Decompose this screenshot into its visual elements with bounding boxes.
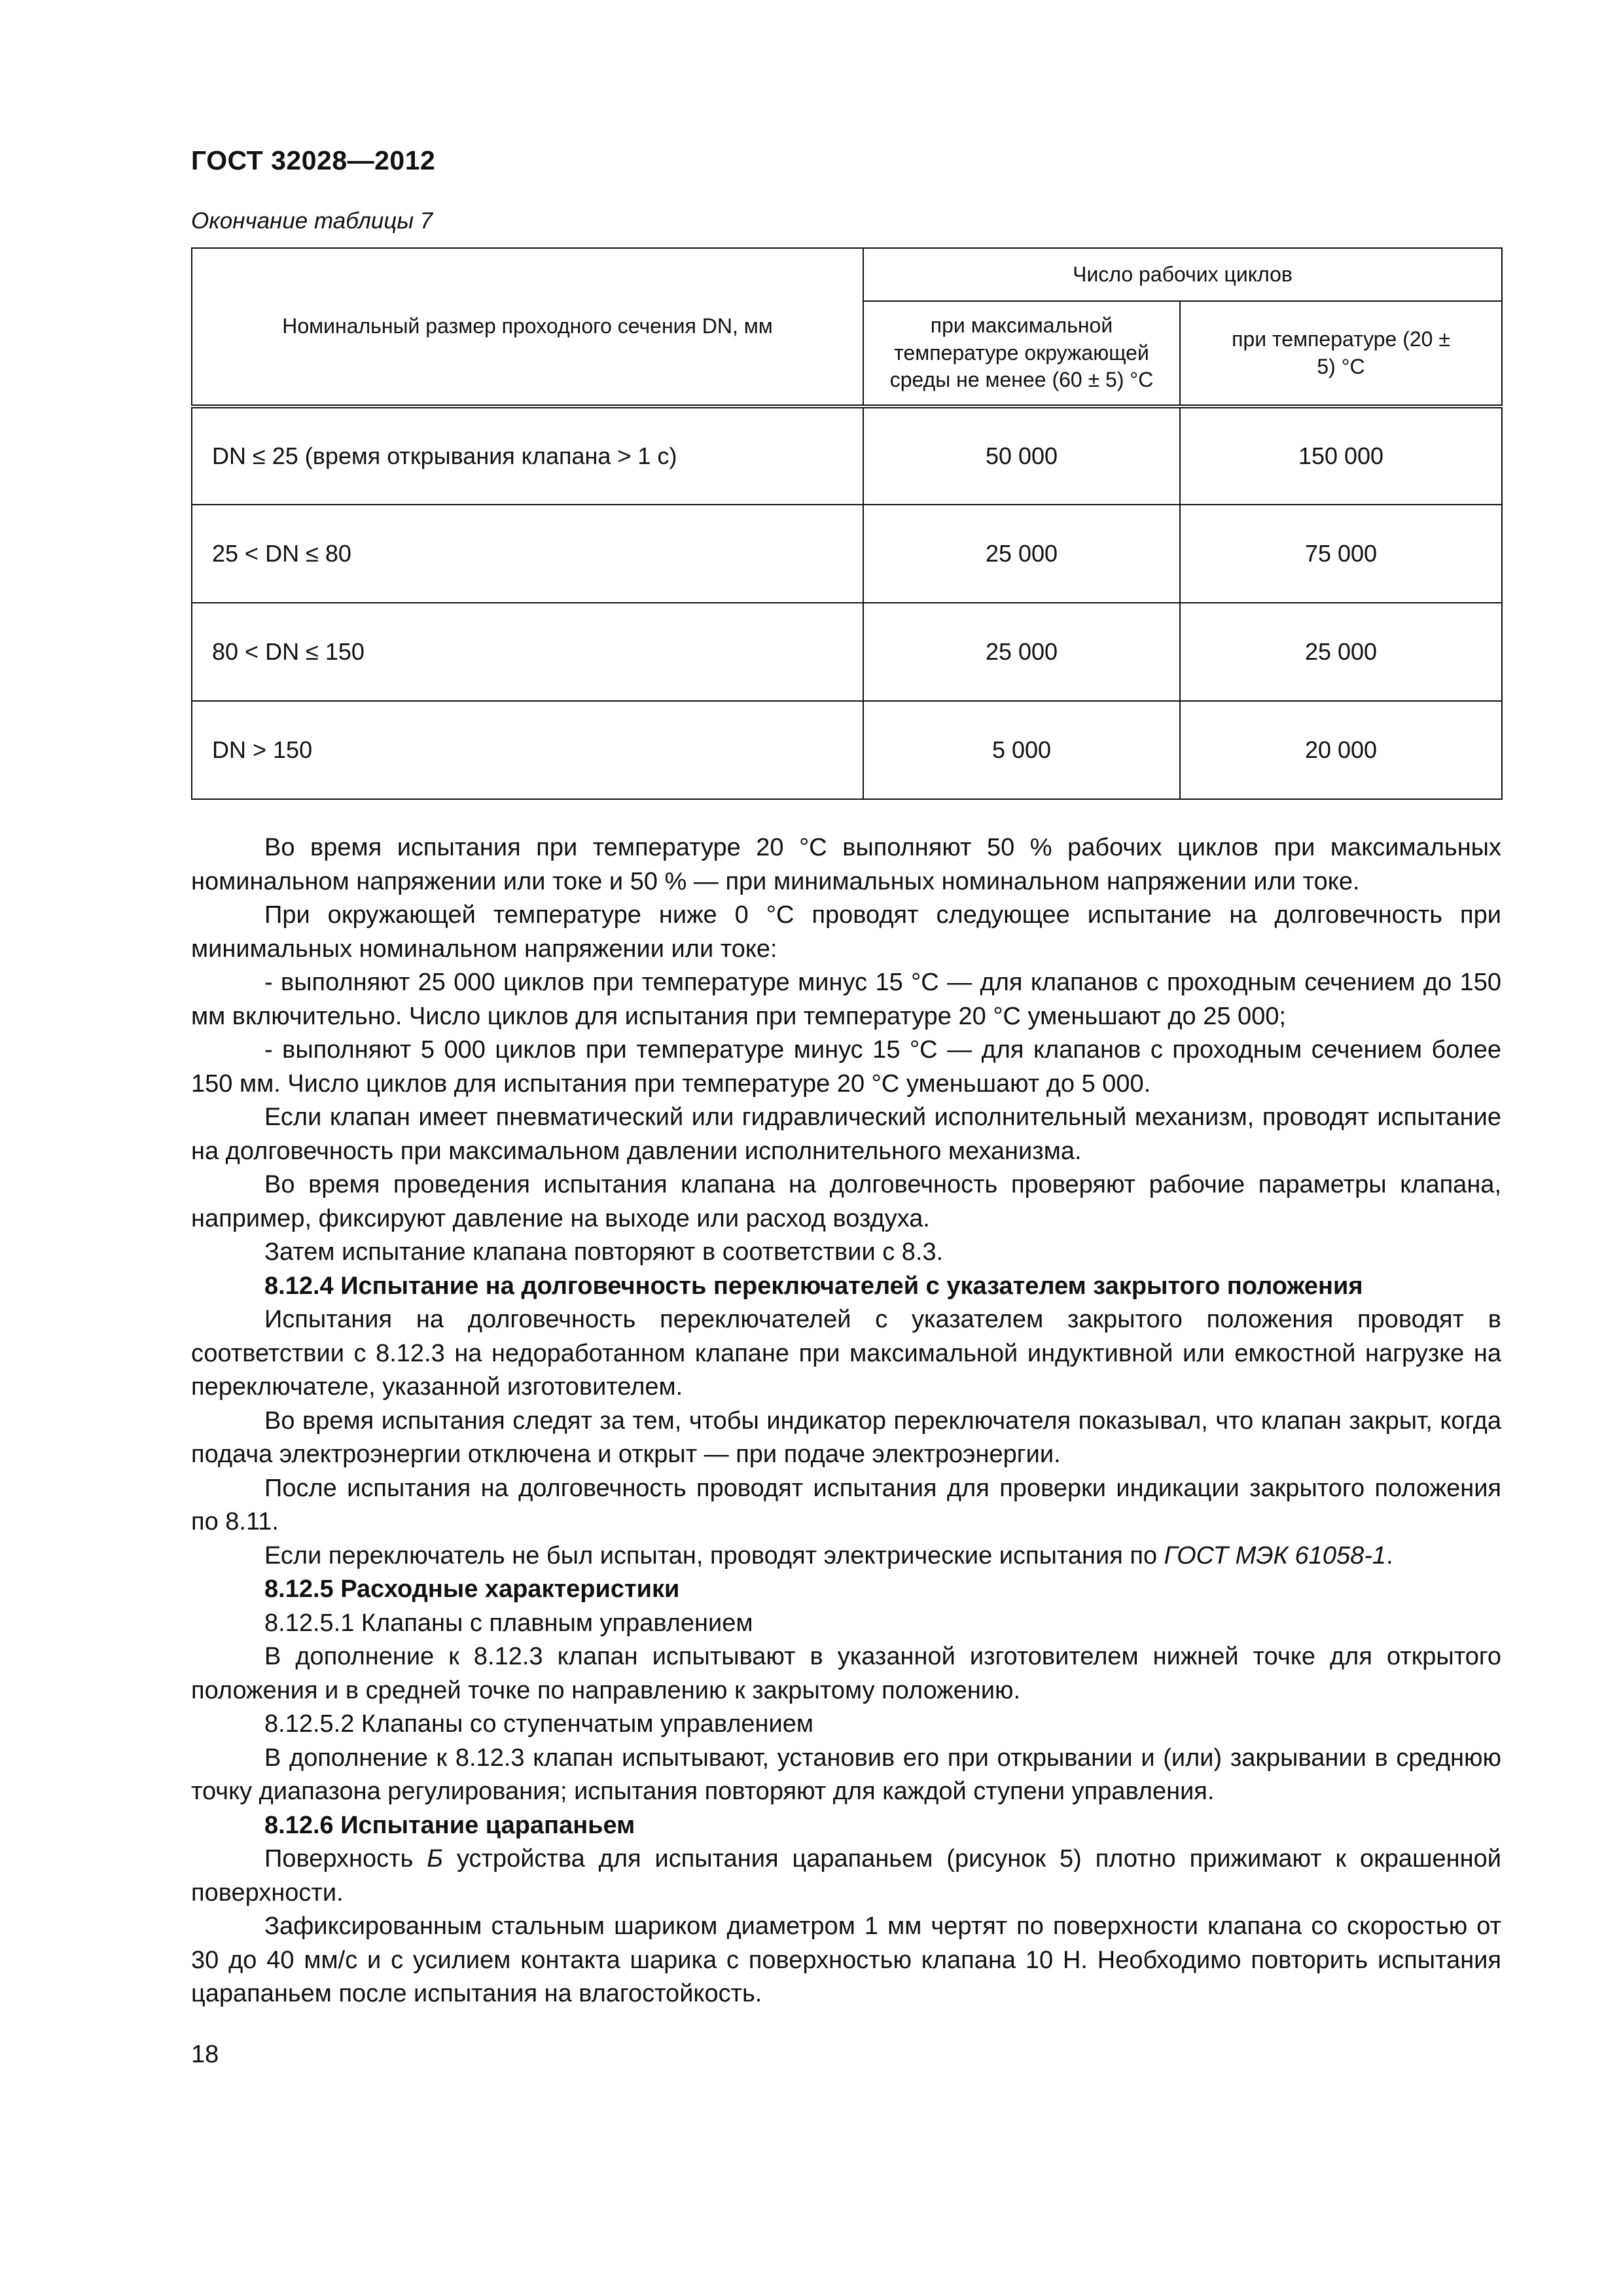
paragraph: В дополнение к 8.12.3 клапан испытывают, установив его при открывании и (или) закрывании в среднюю точку диапазона регулирования; испытания повторяют для каждой ступени управления. [191,1744,1501,1805]
paragraph-text: Если переключатель не был испытан, проводят электрические испытания по [264,1541,1164,1570]
cycles-table [191,247,1503,800]
header-room-temp: при температуре (20 ± 5) °С [1180,301,1502,406]
cell-dn: DN > 150 [192,701,863,799]
subsection-heading: 8.12.5.1 Клапаны с плавным управлением [264,1609,753,1637]
standard-reference: ГОСТ МЭК 61058-1 [1164,1541,1387,1570]
paragraph-text: устройства для испытания царапаньем (рисунок 5) плотно прижимают к окрашенной поверхности. [191,1845,1501,1907]
subsection-heading: 8.12.5.2 Клапаны со ступенчатым управлением [264,1710,813,1738]
paragraph: Затем испытание клапана повторяют в соответствии с 8.3. [264,1238,944,1266]
paragraph: Во время испытания при температуре 20 °С выполняют 50 % рабочих циклов при максимальных номинальном напряжении или токе и 50 % — при минимальных номинальном напряжении или токе. [191,834,1501,895]
table-row [192,406,1502,505]
cell-room-temp: 150 000 [1180,406,1502,505]
cell-dn: 80 < DN ≤ 150 [192,603,863,701]
cell-room-temp: 20 000 [1180,701,1502,799]
paragraph [191,1842,1501,1910]
header-max-temp: при максимальной температуре окружающей среды не менее (60 ± 5) °С [863,301,1180,406]
header-cycles: Число рабочих циклов [863,248,1502,301]
cell-max-temp: 50 000 [863,406,1180,505]
cell-max-temp: 25 000 [863,505,1180,603]
paragraph-text: Поверхность [264,1845,427,1873]
section-heading: 8.12.5 Расходные характеристики [264,1575,680,1603]
paragraph [191,1539,1501,1573]
paragraph: Во время проведения испытания клапана на долговечность проверяют рабочие параметры клапана, например, фиксируют давление на выходе или расход воздуха. [191,1171,1501,1232]
paragraph: При окружающей температуре ниже 0 °С проводят следующее испытание на долговечность при минимальных номинальном напряжении или токе: [191,901,1501,963]
table-row [192,603,1502,701]
paragraph-end: . [1386,1541,1393,1570]
cell-max-temp: 5 000 [863,701,1180,799]
cell-room-temp: 25 000 [1180,603,1502,701]
section-heading: 8.12.4 Испытание на долговечность переключателей с указателем закрытого положения [264,1272,1363,1300]
paragraph: Во время испытания следят за тем, чтобы индикатор переключателя показывал, что клапан закрыт, когда подача электроэнергии отключена и открыт — при подаче электроэнергии. [191,1407,1501,1468]
list-item: - выполняют 25 000 циклов при температуре минус 15 °С — для клапанов с проходным сечением до 150 мм включительно. Число циклов для испытания при температуре 20 °С уменьшают до 25 000; [191,969,1501,1030]
table-caption: Окончание таблицы 7 [191,208,433,234]
surface-label: Б [427,1845,444,1873]
paragraph: В дополнение к 8.12.3 клапан испытывают в указанной изготовителем нижней точке для открытого положения и в средней точке по направлению к закрытому положению. [191,1643,1501,1704]
page-number: 18 [191,2041,219,2068]
paragraph: Если клапан имеет пневматический или гидравлический исполнительный механизм, проводят испытание на долговечность при максимальном давлении исполнительного механизма. [191,1103,1501,1165]
cell-max-temp: 25 000 [863,603,1180,701]
table-row [192,701,1502,799]
standard-designation: ГОСТ 32028—2012 [191,145,436,175]
paragraph: Испытания на долговечность переключателей с указателем закрытого положения проводят в соответствии с 8.12.3 на недоработанном клапане при максимальной индуктивной или емкостной нагрузке на переключателе, указанной изготовителем. [191,1306,1501,1401]
header-dn: Номинальный размер проходного сечения DN, мм [192,248,863,406]
list-item: - выполняют 5 000 циклов при температуре минус 15 °С — для клапанов с проходным сечением более 150 мм. Число циклов для испытания при температуре 20 °С уменьшают до 5 000. [191,1036,1501,1098]
cell-room-temp: 75 000 [1180,505,1502,603]
cell-dn: DN ≤ 25 (время открывания клапана > 1 с) [192,406,863,505]
paragraph: После испытания на долговечность проводят испытания для проверки индикации закрытого положения по 8.11. [191,1474,1501,1535]
paragraph: Зафиксированным стальным шариком диаметром 1 мм чертят по поверхности клапана со скоростью от 30 до 40 мм/с и с усилием контакта шарика с поверхностью клапана 10 Н. Необходимо повторить испытания царапаньем после испытания на влагостойкость. [191,1912,1501,2007]
body-text [191,831,1501,2011]
section-heading: 8.12.6 Испытание царапаньем [264,1811,635,1839]
cell-dn: 25 < DN ≤ 80 [192,505,863,603]
table-row [192,505,1502,603]
table-header-row [192,248,1502,301]
